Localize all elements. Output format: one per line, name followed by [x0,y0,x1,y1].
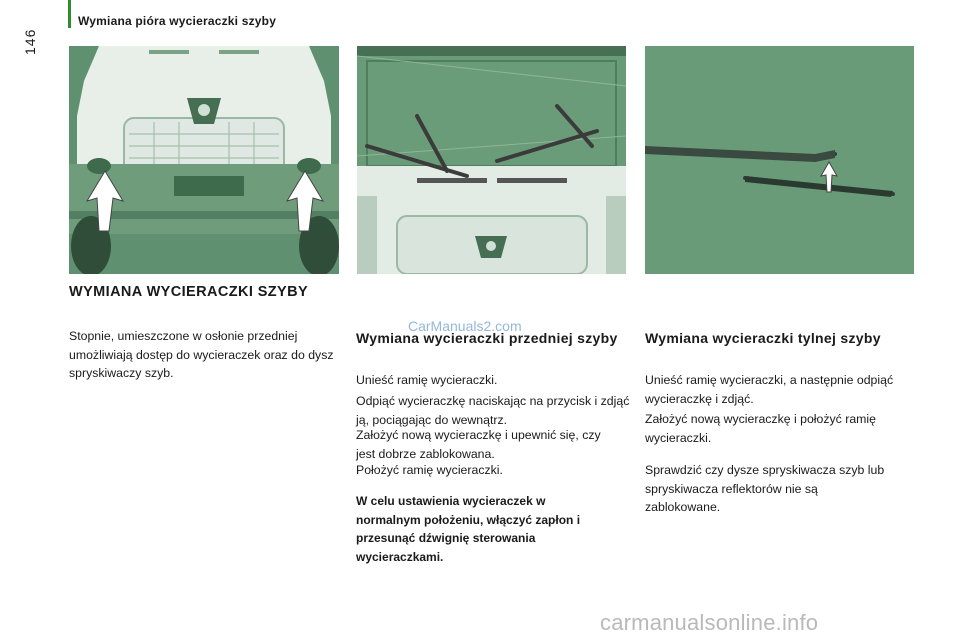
front-step-2: Odpiąć wycieraczkę naciskając na przycisk i zdjąć ją, pociągając do wewnątrz. [356,394,630,427]
front-wiper-heading: Wymiana wycieraczki przedniej szyby [356,330,618,346]
rear-wiper-heading: Wymiana wycieraczki tylnej szyby [645,330,881,346]
page-header-title: Wymiana pióra wycieraczki szyby [78,14,277,28]
page-number: 146 [22,28,38,55]
rear-wiper-note: Sprawdzić czy dysze spryskiwacza szyb lub spryskiwacza reflektorów nie są zablokowane. [645,463,885,514]
front-step-3: Założyć nową wycieraczkę i upewnić się, czy jest dobrze zablokowana. [356,428,601,461]
front-step-4: Położyć ramię wycieraczki. [356,463,503,477]
watermark-bottom: carmanualsonline.info [600,610,819,635]
intro-paragraph: Stopnie, umieszczone w osłonie przedniej umożliwiają dostęp do wycieraczek oraz do dysz spryskiwaczy szyb. [69,329,334,380]
front-step-1: Unieść ramię wycieraczki. [356,373,498,387]
rear-step-2: Założyć nową wycieraczkę i położyć ramię wycieraczki. [645,412,876,445]
rear-step-1: Unieść ramię wycieraczki, a następnie odpiąć wycieraczkę i zdjąć. [645,373,894,406]
rear-wiper-illustration [645,46,914,274]
front-bumper-illustration [69,46,339,274]
section-accent-bar [68,0,71,28]
watermark-top: CarManuals2.com [408,318,522,334]
main-heading: WYMIANA WYCIERACZKI SZYBY [69,284,309,300]
front-wiper-note: W celu ustawienia wycieraczek w normalnym położeniu, włączyć zapłon i przesunąć dźwignię sterowania wycieraczkami. [356,494,581,564]
front-wiper-illustration [357,46,626,274]
